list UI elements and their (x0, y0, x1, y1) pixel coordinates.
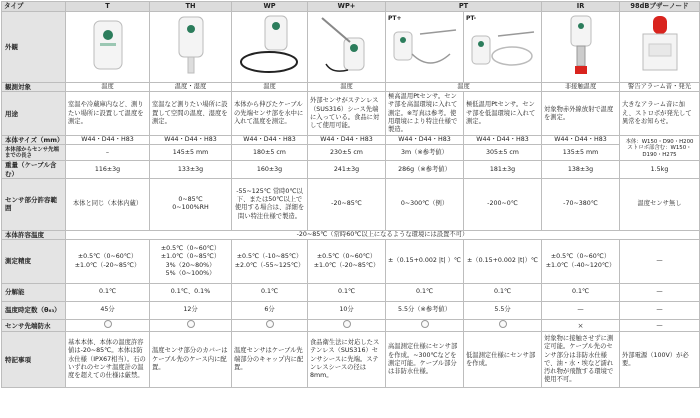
cell-length-PTm: 305±5 cm (464, 145, 542, 161)
cell-resolution-IR: 0.1℃ (542, 284, 620, 302)
cell-resolution-WPplus: 0.1℃ (308, 284, 386, 302)
cell-waterproof-BZ: — (620, 320, 700, 332)
row-label-use: 用途 (2, 92, 66, 136)
cell-range-IR: -70~380℃ (542, 178, 620, 230)
use-row (2, 92, 700, 136)
cell-time-const-PTm: 5.5分 (464, 302, 542, 320)
cell-use-WP: 本体から伸びたケーブルの先端センサ部を水中に入れて温度を測定。 (232, 92, 308, 136)
accuracy-line: ±1.0℃（-40~120℃） (545, 261, 616, 269)
cell-range-PT: 0~300℃（例） (386, 178, 464, 230)
accuracy-line: ±0.5℃（0~60℃） (316, 253, 377, 261)
range-TH-temp: 0~85℃ (178, 196, 203, 204)
cell-target-WP: 温度 (232, 83, 308, 92)
row-label-target: 観測対象 (2, 83, 66, 92)
col-WP: WP (232, 2, 308, 12)
cell-length-WPplus: 230±5 cm (308, 145, 386, 161)
image-T (66, 12, 150, 83)
image-buzzer (620, 12, 700, 83)
accuracy-line: ±0.5℃（0~60℃） (550, 253, 611, 261)
cell-size-PT: W44・D44・H83 (386, 136, 464, 145)
cell-waterproof-PTm (464, 320, 542, 332)
sensor-node-image (312, 14, 382, 76)
cell-target-TH: 温度・湿度 (150, 83, 232, 92)
cell-target-BZ: 警告アラーム音・発光 (620, 83, 700, 92)
cell-time-const-BZ: — (620, 302, 700, 320)
accuracy-line: ±1.0℃（0~85℃） (160, 253, 221, 261)
cell-accuracy-PT: ±（0.15+0.002 |t| ）℃ (386, 240, 464, 284)
cell-length-IR: 135±5 mm (542, 145, 620, 161)
row-label-size: 本体サイズ（mm） (2, 136, 66, 145)
cell-accuracy-WP (232, 240, 308, 284)
cell-size-WP: W44・D44・H83 (232, 136, 308, 145)
circle-icon (187, 320, 195, 328)
accuracy-line: 5%（0~100%） (165, 269, 216, 277)
cell-notes-WP: 温度センサはケーブル先端部分のキャップ内に配置。 (232, 332, 308, 388)
cell-use-PT: 極高温用Ptセンサ。センサ部を高温環境に入れて測定。※写真は参考。使用環境により特注仕様で製造。 (386, 92, 464, 136)
col-WPplus: WP+ (308, 2, 386, 12)
accuracy-line: ±0.5℃（0~60℃） (77, 253, 138, 261)
row-label-length: 本体部からセンサ先端までの長さ (2, 145, 66, 161)
weight-row (2, 161, 700, 178)
col-T: T (66, 2, 150, 12)
cell-time-const-T: 45分 (66, 302, 150, 320)
cell-range-T: 本体と同じ（本体内蔵） (66, 178, 150, 230)
cell-weight-BZ: 1.5kg (620, 161, 700, 178)
circle-icon (499, 320, 507, 328)
buzzer-size-body: 本体：W150・D90・H200 (625, 138, 694, 145)
cell-resolution-T: 0.1℃ (66, 284, 150, 302)
cell-accuracy-T (66, 240, 150, 284)
cell-use-T: 室温や冷蔵庫内など、測りたい場所に設置して温度を測定。 (66, 92, 150, 136)
cell-resolution-PT: 0.1℃ (386, 284, 464, 302)
cell-accuracy-IR (542, 240, 620, 284)
row-label-notes: 特記事項 (2, 332, 66, 388)
image-PTminus (464, 12, 542, 83)
cell-waterproof-WPplus (308, 320, 386, 332)
cell-waterproof-PT (386, 320, 464, 332)
cell-waterproof-WP (232, 320, 308, 332)
body-range-row (2, 230, 700, 239)
col-buzzer: 98dBブザーノード (620, 2, 700, 12)
spec-table (1, 1, 700, 388)
cell-notes-TH: 温度センサ部分のカバーはケーブル先のケース内に配置。 (150, 332, 232, 388)
cell-resolution-BZ: — (620, 284, 700, 302)
cell-size-BZ (620, 136, 700, 161)
accuracy-line: ±2.0℃（-55~125℃） (234, 261, 305, 269)
row-label-time-const: 温度時定数（θ₆₃） (2, 302, 66, 320)
row-label-appearance: 外観 (2, 12, 66, 83)
row-label-resolution: 分解能 (2, 284, 66, 302)
notes-row (2, 332, 700, 388)
cell-range-PTm: -200~0℃ (464, 178, 542, 230)
row-label-range: センサ部分許容範囲 (2, 178, 66, 230)
cell-use-WPplus: 外部センサがステンレス（SUS316）シース先端に入っている。食品に対して使用可能。 (308, 92, 386, 136)
range-TH-humidity: 0~100%RH (172, 204, 209, 212)
image-WPplus (308, 12, 386, 83)
sensor-node-image (561, 14, 601, 76)
sensor-node-image (88, 17, 128, 73)
time-const-row (2, 302, 700, 320)
waterproof-row (2, 320, 700, 332)
cell-target-WPplus: 温度 (308, 83, 386, 92)
cell-notes-IR: 対象物に接触させずに測定可能。ケーブル先のセンサ部分は非防水仕様で、油・水・埃など濡れ汚れ物が飛散する環境で使用不可。 (542, 332, 620, 388)
sensor-node-image (468, 24, 538, 76)
accuracy-row (2, 240, 700, 284)
cell-weight-TH: 133±3g (150, 161, 232, 178)
cell-notes-PT: 高温測定仕様にセンサ部を作成。~300℃などを測定可能。ケーブル部分は非防水仕様。 (386, 332, 464, 388)
cell-notes-BZ: 外部電源（100V）が必要。 (620, 332, 700, 388)
row-label-accuracy: 測定精度 (2, 240, 66, 284)
sensor-node-image (171, 15, 211, 75)
circle-icon (266, 320, 274, 328)
image-WP (232, 12, 308, 83)
cell-length-T: – (66, 145, 150, 161)
cell-resolution-WP: 0.1℃ (232, 284, 308, 302)
cell-time-const-TH: 12分 (150, 302, 232, 320)
cell-weight-WPplus: 241±3g (308, 161, 386, 178)
cell-notes-PTm: 低温測定仕様にセンサ部を作成。 (464, 332, 542, 388)
cell-range-WPplus: -20~85℃ (308, 178, 386, 230)
cell-time-const-PT: 5.5分（※参考値） (386, 302, 464, 320)
cell-waterproof-IR: × (542, 320, 620, 332)
cell-use-IR: 対象物赤外線放射で温度を測定。 (542, 92, 620, 136)
accuracy-line: 3%（20~80%） (165, 261, 216, 269)
cell-weight-PT: 286g（※参考値） (386, 161, 464, 178)
length-row (2, 145, 700, 161)
label-PTplus: PT+ (388, 15, 402, 23)
cell-target-IR: 非接触温度 (542, 83, 620, 92)
cell-waterproof-TH (150, 320, 232, 332)
image-PTplus (386, 12, 464, 83)
cell-size-TH: W44・D44・H83 (150, 136, 232, 145)
image-TH (150, 12, 232, 83)
resolution-row (2, 284, 700, 302)
cell-length-PT: 3m（※参考値） (386, 145, 464, 161)
cell-size-WPplus: W44・D44・H83 (308, 136, 386, 145)
buzzer-size-strobe: ストロボ部含む：W150・D190・H275 (627, 145, 692, 158)
label-PTminus: PT- (466, 15, 477, 23)
accuracy-line: ±0.5℃（0~60℃） (160, 245, 221, 253)
cell-use-TH: 室温など測りたい場所に設置して空間の温度、湿度を測定。 (150, 92, 232, 136)
accuracy-line: ±1.0℃（-20~85℃） (313, 261, 380, 269)
cell-use-PTm: 極低温用Ptセンサ。センサ部を低温環境に入れて測定。 (464, 92, 542, 136)
cell-length-TH: 145±5 mm (150, 145, 232, 161)
header-row (2, 2, 700, 12)
image-IR (542, 12, 620, 83)
col-IR: IR (542, 2, 620, 12)
cell-target-T: 温度 (66, 83, 150, 92)
target-row (2, 83, 700, 92)
circle-icon (421, 320, 429, 328)
cell-range-WP: -55~125℃ 常時0℃以下、または50℃以上で使用する場合は、詳細を問い特注仕様で製造。 (232, 178, 308, 230)
header-type: タイプ (2, 2, 66, 12)
appearance-row (2, 12, 700, 83)
sensor-node-image (235, 14, 305, 76)
cell-body-range: -20~85℃（常時60℃以上になるような環境には設置不可） (66, 230, 700, 239)
row-label-waterproof: センサ先端防水 (2, 320, 66, 332)
circle-icon (343, 320, 351, 328)
cell-accuracy-BZ: — (620, 240, 700, 284)
size-row (2, 136, 700, 145)
buzzer-node-image (637, 14, 683, 76)
cell-size-T: W44・D44・H83 (66, 136, 150, 145)
cell-weight-WP: 160±3g (232, 161, 308, 178)
cell-notes-WPplus: 食品衛生法に対応したステンレス（SUS316）センサシースに先端。ステンレスシースの径は8mm。 (308, 332, 386, 388)
cell-accuracy-TH (150, 240, 232, 284)
cell-weight-IR: 138±3g (542, 161, 620, 178)
cell-resolution-TH: 0.1℃、0.1% (150, 284, 232, 302)
cell-weight-PTm: 181±3g (464, 161, 542, 178)
cell-accuracy-PTm: ±（0.15+0.002 |t|）℃ (464, 240, 542, 284)
cell-notes-T: 基本本体、本体の温度許容値は-20~85℃。本体は防水仕様（IPX67相当）。石のいずれのセンサ温度計の温度を超えての仕様は厳禁。 (66, 332, 150, 388)
cell-range-BZ: 温度センサ無し (620, 178, 700, 230)
circle-icon (104, 320, 112, 328)
cell-size-IR: W44・D44・H83 (542, 136, 620, 145)
cell-use-BZ: 大きなアラーム音に加え、ストロボが発光して異常をお知らせ。 (620, 92, 700, 136)
sensor-node-image (390, 24, 460, 76)
cell-size-PTm: W44・D44・H83 (464, 136, 542, 145)
accuracy-line: ±1.0℃（-20~85℃） (74, 261, 141, 269)
row-label-body-range: 本体許容温度 (2, 230, 66, 239)
cell-waterproof-T (66, 320, 150, 332)
cell-time-const-IR: — (542, 302, 620, 320)
range-row (2, 178, 700, 230)
cell-length-WP: 180±5 cm (232, 145, 308, 161)
cell-time-const-WPplus: 10分 (308, 302, 386, 320)
col-PT: PT (386, 2, 542, 12)
cell-accuracy-WPplus (308, 240, 386, 284)
cell-weight-T: 116±3g (66, 161, 150, 178)
cell-time-const-WP: 6分 (232, 302, 308, 320)
accuracy-line: ±0.5℃（-10~85℃） (236, 253, 303, 261)
cell-range-TH (150, 178, 232, 230)
col-TH: TH (150, 2, 232, 12)
cell-target-PT: 温度 (386, 83, 542, 92)
cell-resolution-PTm: 0.1℃ (464, 284, 542, 302)
row-label-weight: 重量（ケーブル含む） (2, 161, 66, 178)
